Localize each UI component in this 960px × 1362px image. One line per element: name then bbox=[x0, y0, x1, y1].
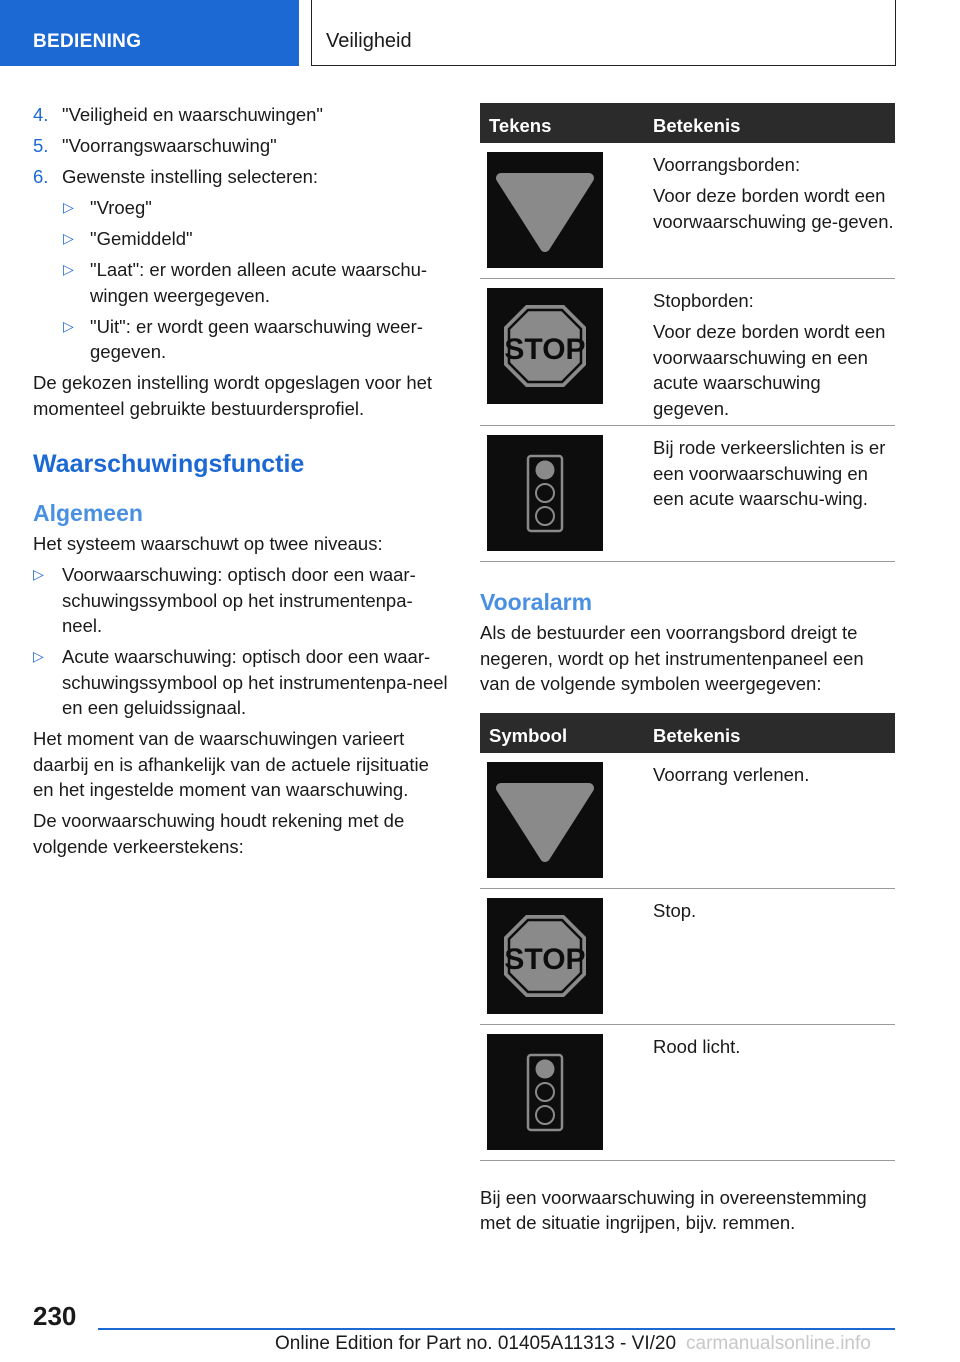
step-text: Gewenste instelling selecteren: bbox=[62, 166, 319, 187]
paragraph: Het moment van de waarschuwingen varieert daarbij en is afhankelijk van de actuele rijsituatie en het ingestelde moment van waarschuwing. bbox=[33, 728, 429, 800]
cell-text: Stopborden: bbox=[653, 290, 754, 311]
column-header: Tekens bbox=[489, 115, 552, 136]
left-column bbox=[33, 102, 448, 865]
paragraph: De voorwaarschuwing houdt rekening met de volgende verkeerstekens: bbox=[33, 810, 405, 857]
option-text: "Vroeg" bbox=[90, 197, 152, 218]
section-title: BEDIENING bbox=[33, 31, 142, 52]
column-header: Betekenis bbox=[653, 724, 741, 746]
step-number: 4. bbox=[33, 104, 49, 125]
bullet-triangle-icon: ▷ bbox=[63, 199, 74, 215]
yield-sign-icon bbox=[487, 152, 603, 268]
stop-sign-text: STOP bbox=[504, 942, 586, 976]
subsection-heading: Vooralarm bbox=[480, 589, 593, 615]
list-item bbox=[33, 164, 448, 190]
yield-sign-icon bbox=[487, 762, 603, 878]
paragraph: Als de bestuurder een voorrangsbord dreigt te negeren, wordt op het instrumentenpaneel een van de volgende symbolen weergegeven: bbox=[480, 622, 864, 694]
step-number: 5. bbox=[33, 135, 49, 156]
bullet-triangle-icon: ▷ bbox=[33, 648, 44, 664]
traffic-light-icon bbox=[487, 1034, 603, 1150]
table-row bbox=[480, 426, 895, 562]
page-number: 230 bbox=[33, 1301, 77, 1331]
step-number: 6. bbox=[33, 166, 49, 187]
stop-sign-text: STOP bbox=[504, 333, 586, 366]
bullet-triangle-icon: ▷ bbox=[63, 261, 74, 277]
section-heading: Waarschuwingsfunctie bbox=[33, 450, 305, 478]
cell-text: Voor deze borden wordt een voorwaarschuwing en een acute waarschuwing gegeven. bbox=[653, 321, 886, 419]
level-text: Voorwaarschuwing: optisch door een waar-schuwingssymbool op het instrumentenpa-neel. bbox=[62, 564, 416, 636]
table-header bbox=[480, 103, 895, 143]
table-row bbox=[480, 889, 895, 1025]
stop-sign-icon bbox=[487, 288, 603, 404]
cell-text: Voor deze borden wordt een voorwaarschuwing ge-geven. bbox=[653, 185, 894, 232]
footer-divider bbox=[98, 1328, 895, 1330]
table-row bbox=[480, 753, 895, 889]
table-row bbox=[480, 143, 895, 279]
level-text: Acute waarschuwing: optisch door een waar-schuwingssymbool op het instrumentenpa-neel en een geluidssignaal. bbox=[62, 646, 448, 718]
list-item bbox=[33, 195, 448, 221]
cell-text: Voorrangsborden: bbox=[653, 154, 801, 175]
paragraph: Het systeem waarschuwt op twee niveaus: bbox=[33, 533, 383, 554]
bullet-triangle-icon: ▷ bbox=[63, 317, 74, 334]
bullet-triangle-icon: ▷ bbox=[63, 230, 74, 246]
list-item bbox=[33, 102, 448, 128]
stop-sign-icon bbox=[487, 898, 603, 1014]
footer-edition: Online Edition for Part no. 01405A11313 - VI/20 bbox=[275, 1333, 677, 1354]
column-header: Betekenis bbox=[653, 115, 741, 136]
table-row bbox=[480, 1025, 895, 1161]
subsection-heading: Algemeen bbox=[33, 500, 143, 526]
right-column bbox=[480, 103, 895, 1241]
step-text: "Veiligheid en waarschuwingen" bbox=[62, 104, 323, 125]
table-row bbox=[480, 279, 895, 426]
table-header bbox=[480, 713, 895, 753]
closing-paragraph: Bij een voorwaarschuwing in overeenstemming met de situatie ingrijpen, bijv. remmen. bbox=[480, 1186, 867, 1233]
cell-text: Voorrang verlenen. bbox=[653, 763, 810, 785]
list-item bbox=[33, 133, 448, 159]
section-tab bbox=[0, 0, 299, 66]
option-text: "Laat": er worden alleen acute waarschu-wingen weergegeven. bbox=[90, 259, 428, 306]
watermark: carmanualsonline.info bbox=[686, 1333, 871, 1354]
bullet-triangle-icon: ▷ bbox=[33, 566, 44, 582]
cell-text: Bij rode verkeerslichten is er een voorwaarschuwing en een acute waarschu-wing. bbox=[653, 437, 886, 509]
chapter-title: Veiligheid bbox=[326, 30, 412, 52]
list-item bbox=[33, 257, 448, 308]
cell-text: Stop. bbox=[653, 899, 697, 921]
column-header: Symbool bbox=[489, 724, 568, 746]
option-text: "Gemiddeld" bbox=[90, 228, 193, 249]
paragraph: De gekozen instelling wordt opgeslagen voor het momenteel gebruikte bestuurdersprofiel. bbox=[33, 372, 433, 419]
option-text: "Uit": er wordt geen waarschuwing weer-gegeven. bbox=[90, 315, 423, 362]
list-item bbox=[33, 562, 448, 639]
list-item bbox=[33, 644, 448, 721]
cell-text: Rood licht. bbox=[653, 1035, 741, 1057]
step-text: "Voorrangswaarschuwing" bbox=[62, 135, 277, 156]
chapter-tab bbox=[311, 0, 896, 66]
list-item bbox=[33, 314, 448, 365]
list-item bbox=[33, 226, 448, 252]
traffic-light-icon bbox=[487, 435, 603, 551]
